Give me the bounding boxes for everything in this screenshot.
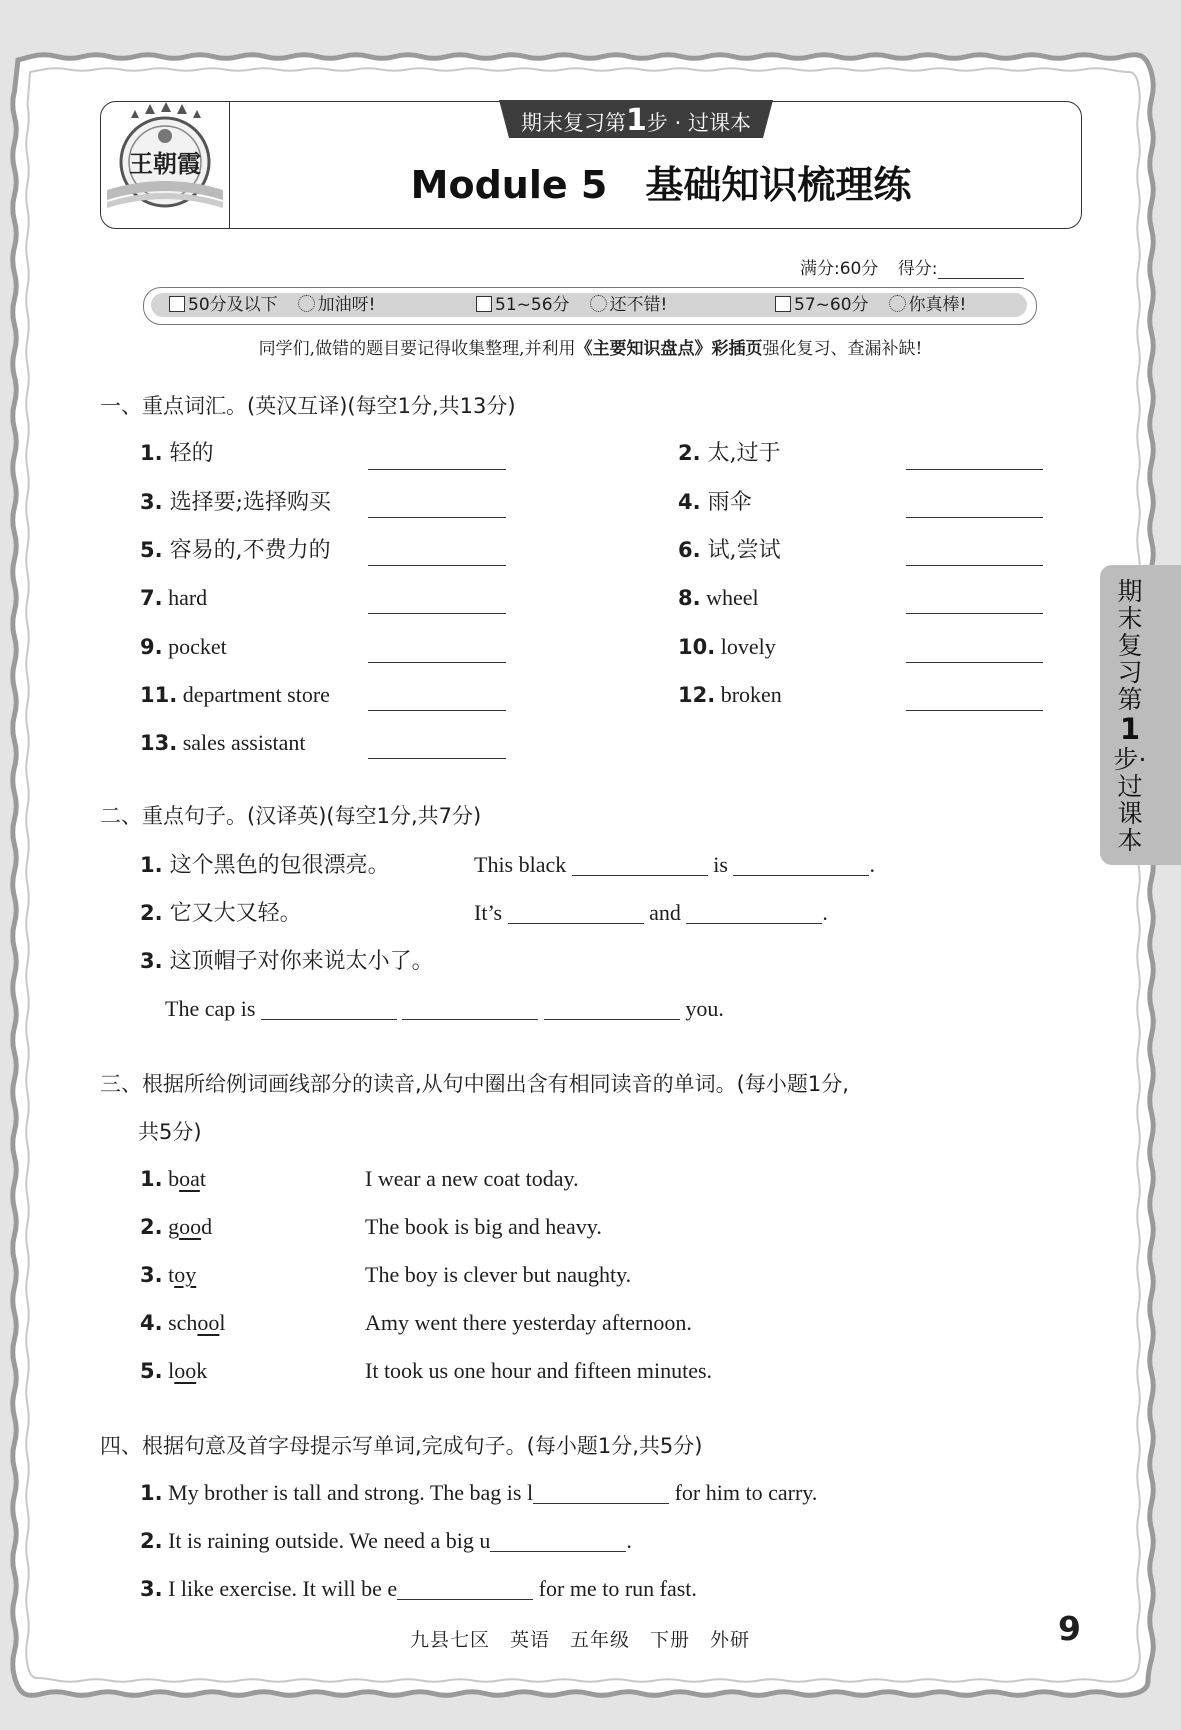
phonics-word: 3. toy [140, 1262, 197, 1287]
vocab-item: 12. broken [678, 682, 782, 707]
page-number: 9 [1058, 1609, 1081, 1648]
answer-blank[interactable] [544, 995, 680, 1020]
completion-sentence: 1. My brother is tall and strong. The bag is l for him to carry. [140, 1480, 818, 1505]
section2-title: 二、重点句子。(汉译英)(每空1分,共7分) [100, 804, 482, 828]
sentence-cn: 3. 这顶帽子对你来说太小了。 [140, 949, 434, 974]
rating-checkbox[interactable] [476, 296, 492, 312]
answer-blank[interactable] [686, 899, 822, 924]
vocab-item: 9. pocket [140, 634, 227, 659]
answer-blank[interactable] [490, 1527, 626, 1552]
section1-title: 一、重点词汇。(英汉互译)(每空1分,共13分) [100, 394, 516, 418]
answer-blank[interactable] [906, 565, 1043, 566]
sentence-en: This black is . [474, 852, 875, 877]
rating-item: 50分及以下 加油呀! [169, 293, 375, 317]
answer-blank[interactable] [261, 995, 397, 1020]
answer-blank[interactable] [508, 899, 644, 924]
sentence-cn: 2. 它又大又轻。 [140, 901, 302, 926]
full-score: 满分:60分 [800, 259, 879, 279]
vocab-item: 2. 太,过于 [678, 441, 781, 466]
answer-blank[interactable] [906, 517, 1043, 518]
side-tab-label: 期 末 复 习 第 1 步· 过 课 本 [1113, 577, 1147, 855]
phonics-word: 4. school [140, 1310, 226, 1335]
score-line [800, 254, 1024, 279]
rating-bar [143, 287, 1037, 325]
face-icon [590, 295, 607, 312]
logo-text: 王朝霞 [129, 149, 201, 178]
vocab-item: 6. 试,尝试 [678, 538, 781, 563]
vocab-item: 4. 雨伞 [678, 490, 752, 515]
answer-blank[interactable] [368, 565, 506, 566]
vocab-item: 5. 容易的,不费力的 [140, 538, 331, 563]
completion-sentence: 2. It is raining outside. We need a big u . [140, 1528, 632, 1553]
face-icon [889, 295, 906, 312]
rating-item: 57~60分 你真棒! [775, 293, 966, 317]
rating-item: 51~56分 还不错! [476, 293, 667, 317]
phonics-sentence: Amy went there yesterday afternoon. [365, 1310, 692, 1335]
footer: 九县七区 英语 五年级 下册 外研 [410, 1629, 751, 1651]
answer-blank[interactable] [368, 758, 506, 759]
section4-title: 四、根据句意及首字母提示写单词,完成句子。(每小题1分,共5分) [100, 1434, 703, 1458]
rating-checkbox[interactable] [169, 296, 185, 312]
sentence-cn: 1. 这个黑色的包很漂亮。 [140, 853, 390, 878]
answer-blank[interactable] [368, 710, 506, 711]
phonics-word: 2. good [140, 1214, 213, 1239]
answer-blank[interactable] [368, 469, 506, 470]
answer-blank[interactable] [533, 1479, 669, 1504]
section3-title-line1: 三、根据所给例词画线部分的读音,从句中圈出含有相同读音的单词。(每小题1分, [100, 1072, 849, 1096]
header-box [100, 101, 1082, 229]
vocab-item: 1. 轻的 [140, 441, 214, 466]
answer-blank[interactable] [397, 1575, 533, 1600]
sentence-en: The cap is you. [165, 996, 724, 1021]
phonics-word: 1. boat [140, 1166, 206, 1191]
rating-checkbox[interactable] [775, 296, 791, 312]
notice: 同学们,做错的题目要记得收集整理,并利用《主要知识盘点》彩插页强化复习、查漏补缺! [258, 339, 923, 359]
answer-blank[interactable] [368, 517, 506, 518]
section3-title-line2: 共5分) [138, 1120, 202, 1144]
vocab-item: 3. 选择要;选择购买 [140, 490, 332, 515]
phonics-word: 5. look [140, 1358, 208, 1383]
got-score-blank[interactable] [938, 260, 1024, 279]
vocab-item: 11. department store [140, 682, 330, 707]
answer-blank[interactable] [733, 851, 869, 876]
answer-blank[interactable] [368, 613, 506, 614]
vocab-item: 7. hard [140, 585, 208, 610]
got-score-label: 得分: [897, 259, 938, 279]
phonics-sentence: I wear a new coat today. [365, 1166, 579, 1191]
logo [101, 102, 230, 228]
face-icon [298, 295, 315, 312]
answer-blank[interactable] [572, 851, 708, 876]
header-tab-label: 期末复习第1步 · 过课本 [521, 103, 751, 138]
phonics-sentence: It took us one hour and fifteen minutes. [365, 1358, 713, 1383]
answer-blank[interactable] [906, 469, 1043, 470]
answer-blank[interactable] [402, 995, 538, 1020]
completion-sentence: 3. I like exercise. It will be e for me to run fast. [140, 1576, 697, 1601]
vocab-item: 10. lovely [678, 634, 776, 659]
answer-blank[interactable] [906, 662, 1043, 663]
vocab-item: 13. sales assistant [140, 730, 306, 755]
phonics-sentence: The book is big and heavy. [365, 1214, 602, 1239]
page-title: Module 5 基础知识梳理练 [410, 163, 912, 207]
vocab-item: 8. wheel [678, 585, 759, 610]
answer-blank[interactable] [906, 710, 1043, 711]
phonics-sentence: The boy is clever but naughty. [365, 1262, 632, 1287]
sentence-en: It’s and . [474, 900, 828, 925]
answer-blank[interactable] [906, 613, 1043, 614]
answer-blank[interactable] [368, 662, 506, 663]
